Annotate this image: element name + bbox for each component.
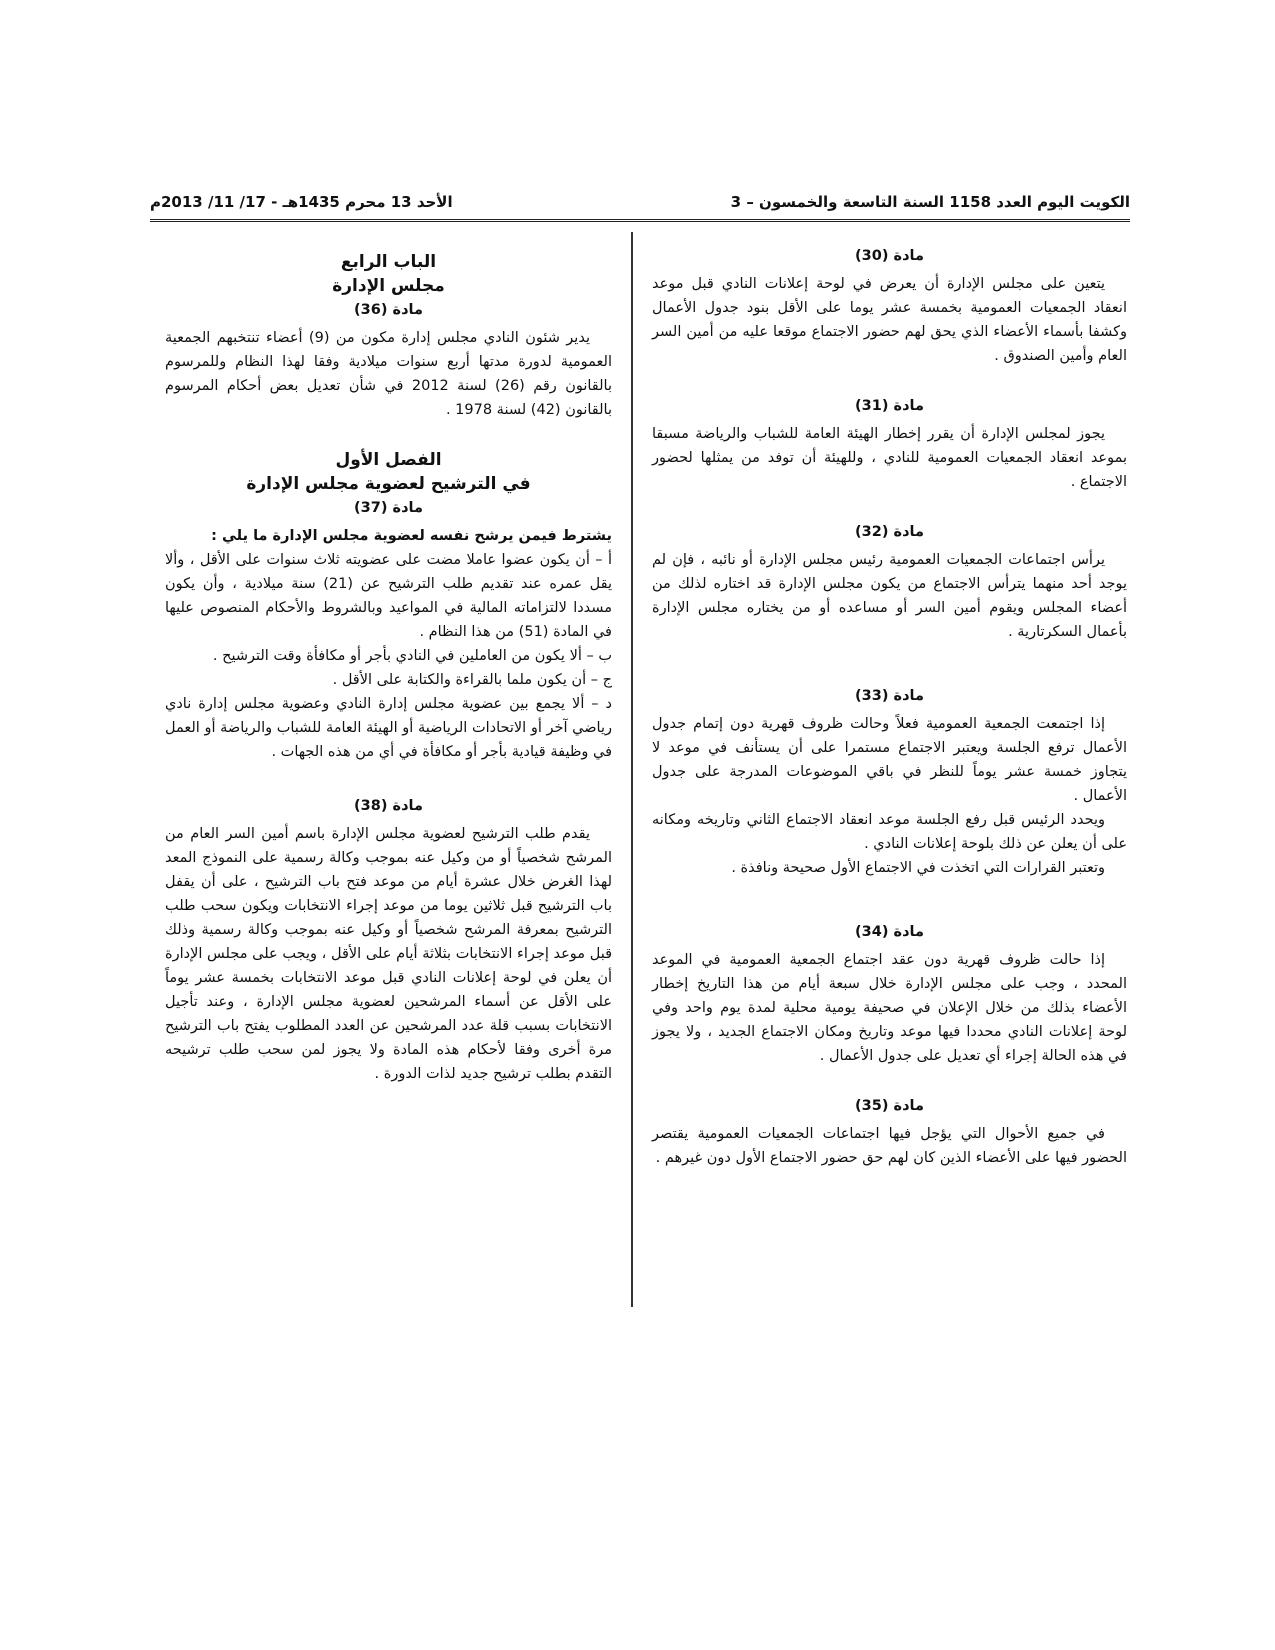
article-title: مادة (30) bbox=[855, 248, 924, 264]
header-publication: الكويت اليوم العدد 1158 السنة التاسعة والخمسون – 3 bbox=[730, 193, 1130, 211]
article-35 bbox=[652, 1094, 1127, 1170]
clause-c: ج – أن يكون ملما بالقراءة والكتابة على الأقل . bbox=[332, 672, 612, 688]
article-title: مادة (31) bbox=[855, 398, 924, 414]
article-36 bbox=[165, 298, 612, 422]
header-date: الأحد 13 محرم 1435هـ - 17/ 11/ 2013م bbox=[150, 193, 453, 211]
column-divider bbox=[631, 232, 633, 1307]
article-text: يقدم طلب الترشيح لعضوية مجلس الإدارة باسم أمين السر العام من المرشح شخصياً أو من وكيل عنه بموجب وكالة رسمية على النموذج المعد لهذا الغرض خلال عشرة أيام من موعد فتح باب الترشيح ، على أن يقفل باب الترشيح قبل ثلاثين يوما من موعد إجراء الانتخابات ويكون سحب طلب الترشيح بمعرفة المرشح شخصياً أو وكيل عنه بموجب وكالة رسمية وذلك قبل موعد إجراء الانتخابات بثلاثة أيام على الأقل ، ويجب على مجلس الإدارة أن يعلن في لوحة إعلانات النادي قبل موعد الانتخابات بخمسة عشر يوماً على الأقل عن أسماء المرشحين لعضوية مجلس الإدارة ، وعند تأجيل الانتخابات بسبب قلة عدد المرشحين عن العدد المطلوب يفتح باب الترشيح مرة أخرى وفقا لأحكام هذه المادة ولا يجوز لمن سحب طلب ترشيحه التقدم بطلب ترشيح جديد لذات الدورة . bbox=[165, 826, 612, 1082]
article-32 bbox=[652, 520, 1127, 644]
article-paragraph-1: إذا اجتمعت الجمعية العمومية فعلاً وحالت ظروف قهرية دون إتمام جدول الأعمال ترفع الجلسة ويعتبر الاجتماع مستمرا على أن يستأنف في موعد لا يتجاوز خمسة عشر يوماً للنظر في باقي الموضوعات المدرجة على جدول الأعمال . bbox=[652, 716, 1127, 804]
article-37 bbox=[165, 496, 612, 764]
article-paragraph-3: وتعتبر القرارات التي اتخذت في الاجتماع الأول صحيحة ونافذة . bbox=[731, 860, 1105, 876]
article-text: في جميع الأحوال التي يؤجل فيها اجتماعات الجمعيات العمومية يقتصر الحضور فيها على الأعضاء الذين كان لهم حق حضور الاجتماع الأول دون غيرهم . bbox=[652, 1126, 1127, 1166]
article-30 bbox=[652, 244, 1127, 368]
article-38 bbox=[165, 794, 612, 1086]
article-title: مادة (37) bbox=[354, 500, 423, 516]
article-intro: يشترط فيمن يرشح نفسه لعضوية مجلس الإدارة ما يلي : bbox=[211, 528, 612, 544]
article-34 bbox=[652, 920, 1127, 1068]
article-title: مادة (38) bbox=[354, 798, 423, 814]
article-title: مادة (33) bbox=[855, 688, 924, 704]
article-text: يرأس اجتماعات الجمعيات العمومية رئيس مجلس الإدارة أو نائبه ، فإن لم يوجد أحد منهما يترأس الاجتماع من يكون مجلس الإدارة قد اختاره لذلك من أعضاء المجلس ويقوم أمين السر أو مساعده أو من يختاره مجلس الإدارة بأعمال السكرتارية . bbox=[652, 552, 1127, 640]
right-column bbox=[652, 244, 1127, 1196]
chapter-title: الباب الرابع bbox=[340, 252, 437, 272]
article-text: يدير شئون النادي مجلس إدارة مكون من (9) أعضاء تنتخبهم الجمعية العمومية لدورة مدتها أربع سنوات ميلادية وفقا لهذا النظام وللمرسوم بالقانون رقم (26) لسنة 2012 في شأن تعديل بعض أحكام المرسوم بالقانون (42) لسنة 1978 . bbox=[165, 330, 612, 418]
article-text: يجوز لمجلس الإدارة أن يقرر إخطار الهيئة العامة للشباب والرياضة مسبقا بموعد انعقاد الجمعيات العمومية للنادي ، وللهيئة أن توفد من يمثلها لحضور الاجتماع . bbox=[652, 426, 1127, 490]
article-text: يتعين على مجلس الإدارة أن يعرض في لوحة إعلانات النادي قبل موعد انعقاد الجمعيات العمومية بخمسة عشر يوما على الأقل بنود جدول الأعمال وكشفا بأسماء الأعضاء الذي يحق لهم حضور الاجتماع موقعا عليه من أمين السر العام وأمين الصندوق . bbox=[652, 276, 1127, 364]
section-subtitle: في الترشيح لعضوية مجلس الإدارة bbox=[246, 474, 531, 494]
article-paragraph-2: ويحدد الرئيس قبل رفع الجلسة موعد انعقاد الاجتماع الثاني وتاريخه ومكانه على أن يعلن عن ذلك بلوحة إعلانات النادي . bbox=[652, 812, 1127, 852]
article-text: إذا حالت ظروف قهرية دون عقد اجتماع الجمعية العمومية في الموعد المحدد ، وجب على مجلس الإدارة خلال سبعة أيام من هذا التاريخ إخطار الأعضاء بذلك من خلال الإعلان في صحيفة يومية محلية لمدة يوم واحد وفي لوحة إعلانات النادي محددا فيها موعد وتاريخ ومكان الاجتماع الجديد ، ولا يجوز في هذه الحالة إجراء أي تعديل على جدول الأعمال . bbox=[652, 952, 1127, 1064]
clause-d: د – ألا يجمع بين عضوية مجلس إدارة النادي وعضوية مجلس إدارة نادي رياضي آخر أو الاتحادات الرياضية أو الهيئة العامة للشباب والرياضة أو العمل في وظيفة قيادية بأجر أو مكافأة في أي من هذه الجهات . bbox=[165, 696, 612, 760]
left-column bbox=[165, 250, 612, 1112]
article-31 bbox=[652, 394, 1127, 494]
page-header bbox=[150, 193, 1130, 211]
section-title: الفصل الأول bbox=[335, 450, 442, 470]
article-title: مادة (35) bbox=[855, 1098, 924, 1114]
clause-b: ب – ألا يكون من العاملين في النادي بأجر أو مكافأة وقت الترشيح . bbox=[212, 648, 612, 664]
article-title: مادة (32) bbox=[855, 524, 924, 540]
article-33 bbox=[652, 684, 1127, 880]
header-rule bbox=[150, 219, 1130, 222]
chapter-subtitle: مجلس الإدارة bbox=[332, 276, 445, 296]
clause-a: أ – أن يكون عضوا عاملا مضت على عضويته ثلاث سنوات على الأقل ، وألا يقل عمره عند تقديم طلب الترشيح عن (21) سنة ميلادية ، وأن يكون مسددا لالتزاماته المالية في المواعيد وبالشروط والأحكام المنصوص عليها في المادة (51) من هذا النظام . bbox=[165, 552, 612, 640]
article-title: مادة (34) bbox=[855, 924, 924, 940]
article-title: مادة (36) bbox=[354, 302, 423, 318]
